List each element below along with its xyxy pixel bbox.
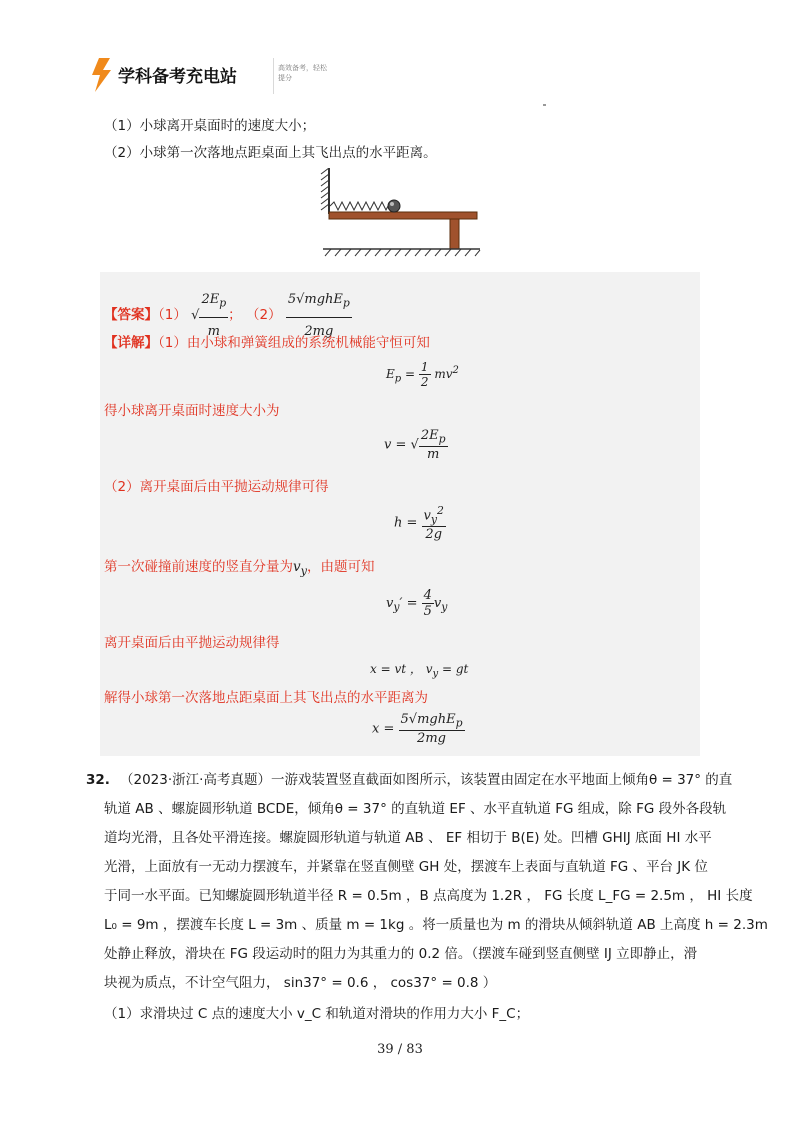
question-32-line-8: 块视为质点，不计空气阻力， sin37° = 0.6 ， cos37° = 0.8 ） [104, 975, 497, 991]
answer-1-formula: √ $\frac{2E_p}{m}$ [191, 308, 228, 323]
answer-label: 【答案】 [104, 306, 158, 323]
brand-slogan: 高效备考，轻松提分 [278, 64, 327, 82]
detail-line-1 [104, 330, 430, 357]
question-32-line-1: （2023·浙江·高考真题）一游戏装置竖直截面如图所示，该装置由固定在水平地面上倾角θ = 37° 的直 [120, 772, 733, 788]
question-32-line-2: 轨道 AB 、螺旋圆形轨道 BCDE，倾角θ = 37° 的直轨道 EF 、水平直轨道 FG 组成，除 FG 段外各段轨 [104, 801, 727, 817]
detail-speed-line: 得小球离开桌面时速度大小为 [104, 403, 280, 419]
brand-name: 学科备考充电站 [118, 67, 237, 87]
detail-result-line: 解得小球第一次落地点距桌面上其飞出点的水平距离为 [104, 690, 428, 706]
question-32-line-9: （1）求滑块过 C 点的速度大小 v_C 和轨道对滑块的作用力大小 F_C； [104, 1006, 530, 1022]
vy-text: 第一次碰撞前速度的竖直分量为 [104, 559, 293, 575]
page-number: 39 / 83 [377, 1042, 423, 1057]
answer-part-2-label: （2） [245, 306, 282, 323]
detail-line-2: （2）离开桌面后由平抛运动规律可得 [104, 479, 329, 495]
question-part-1: （1）小球离开桌面时的速度大小； [104, 118, 316, 134]
detail-vy-line: 第一次碰撞前速度的竖直分量为$v_y$，由题可知 [104, 559, 375, 578]
lightning-icon [90, 58, 112, 92]
vy-tail: ，由题可知 [307, 559, 375, 575]
question-part-2: （2）小球第一次落地点距桌面上其飞出点的水平距离。 [104, 145, 437, 161]
spring-ball-diagram [315, 168, 485, 264]
detail-label: 【详解】 [104, 335, 158, 351]
detail-text-1: （1）由小球和弹簧组成的系统机械能守恒可知 [158, 335, 430, 351]
answer-2-formula: $\frac{5√mghE_p}{2mg}$ [286, 308, 352, 323]
question-32-line-7: 处静止释放，滑块在 FG 段运动时的阻力为其重力的 0.2 倍。（摆渡车碰到竖直侧壁 IJ 立即静止，滑 [104, 946, 698, 962]
eq-vy-ratio: $v_y'$ = $\frac{4}{5}$ $v_y$ [386, 588, 448, 619]
question-32-line-5: 于同一水平面。已知螺旋圆形轨道半径 R = 0.5m ，B 点高度为 1.2R ， FG 长度 L_FG = 2.5m ， HI 长度 [104, 888, 753, 904]
eq-speed: v = √ $\frac{2E_p}{m}$ [384, 428, 446, 462]
question-32-line-3: 道均光滑，且各处平滑连接。螺旋圆形轨道与轨道 AB 、 EF 相切于 B(E) 处。凹槽 GHIJ 底面 HI 水平 [104, 830, 712, 846]
logo-divider [273, 58, 274, 94]
answer-part-1-label: （1） [158, 306, 187, 323]
eq-height: h = $\frac{v_y^2}{2g}$ [394, 504, 444, 542]
eq-result: x = $\frac{5√mghE_p}{2mg}$ [372, 712, 463, 746]
eq-energy: $E_p$ = $\frac{1}{2}$ $mv^2$ [386, 360, 459, 389]
detail-pm-line: 离开桌面后由平抛运动规律得 [104, 635, 280, 651]
question-32-line-4: 光滑，上面放有一无动力摆渡车，并紧靠在竖直侧壁 GH 处，摆渡车上表面与直轨道 FG 、平台 JK 位 [104, 859, 708, 875]
question-32-number: 32. [86, 772, 110, 788]
eq-motion: x = vt ， $v_y$ = gt [370, 662, 469, 680]
question-32-line-6: L₀ = 9m ，摆渡车长度 L = 3m 、质量 m = 1kg 。将一质量也为 m 的滑块从倾斜轨道 AB 上高度 h = 2.3m [104, 917, 768, 933]
answer-sep: ； [228, 306, 242, 323]
dot-mark [543, 104, 546, 106]
